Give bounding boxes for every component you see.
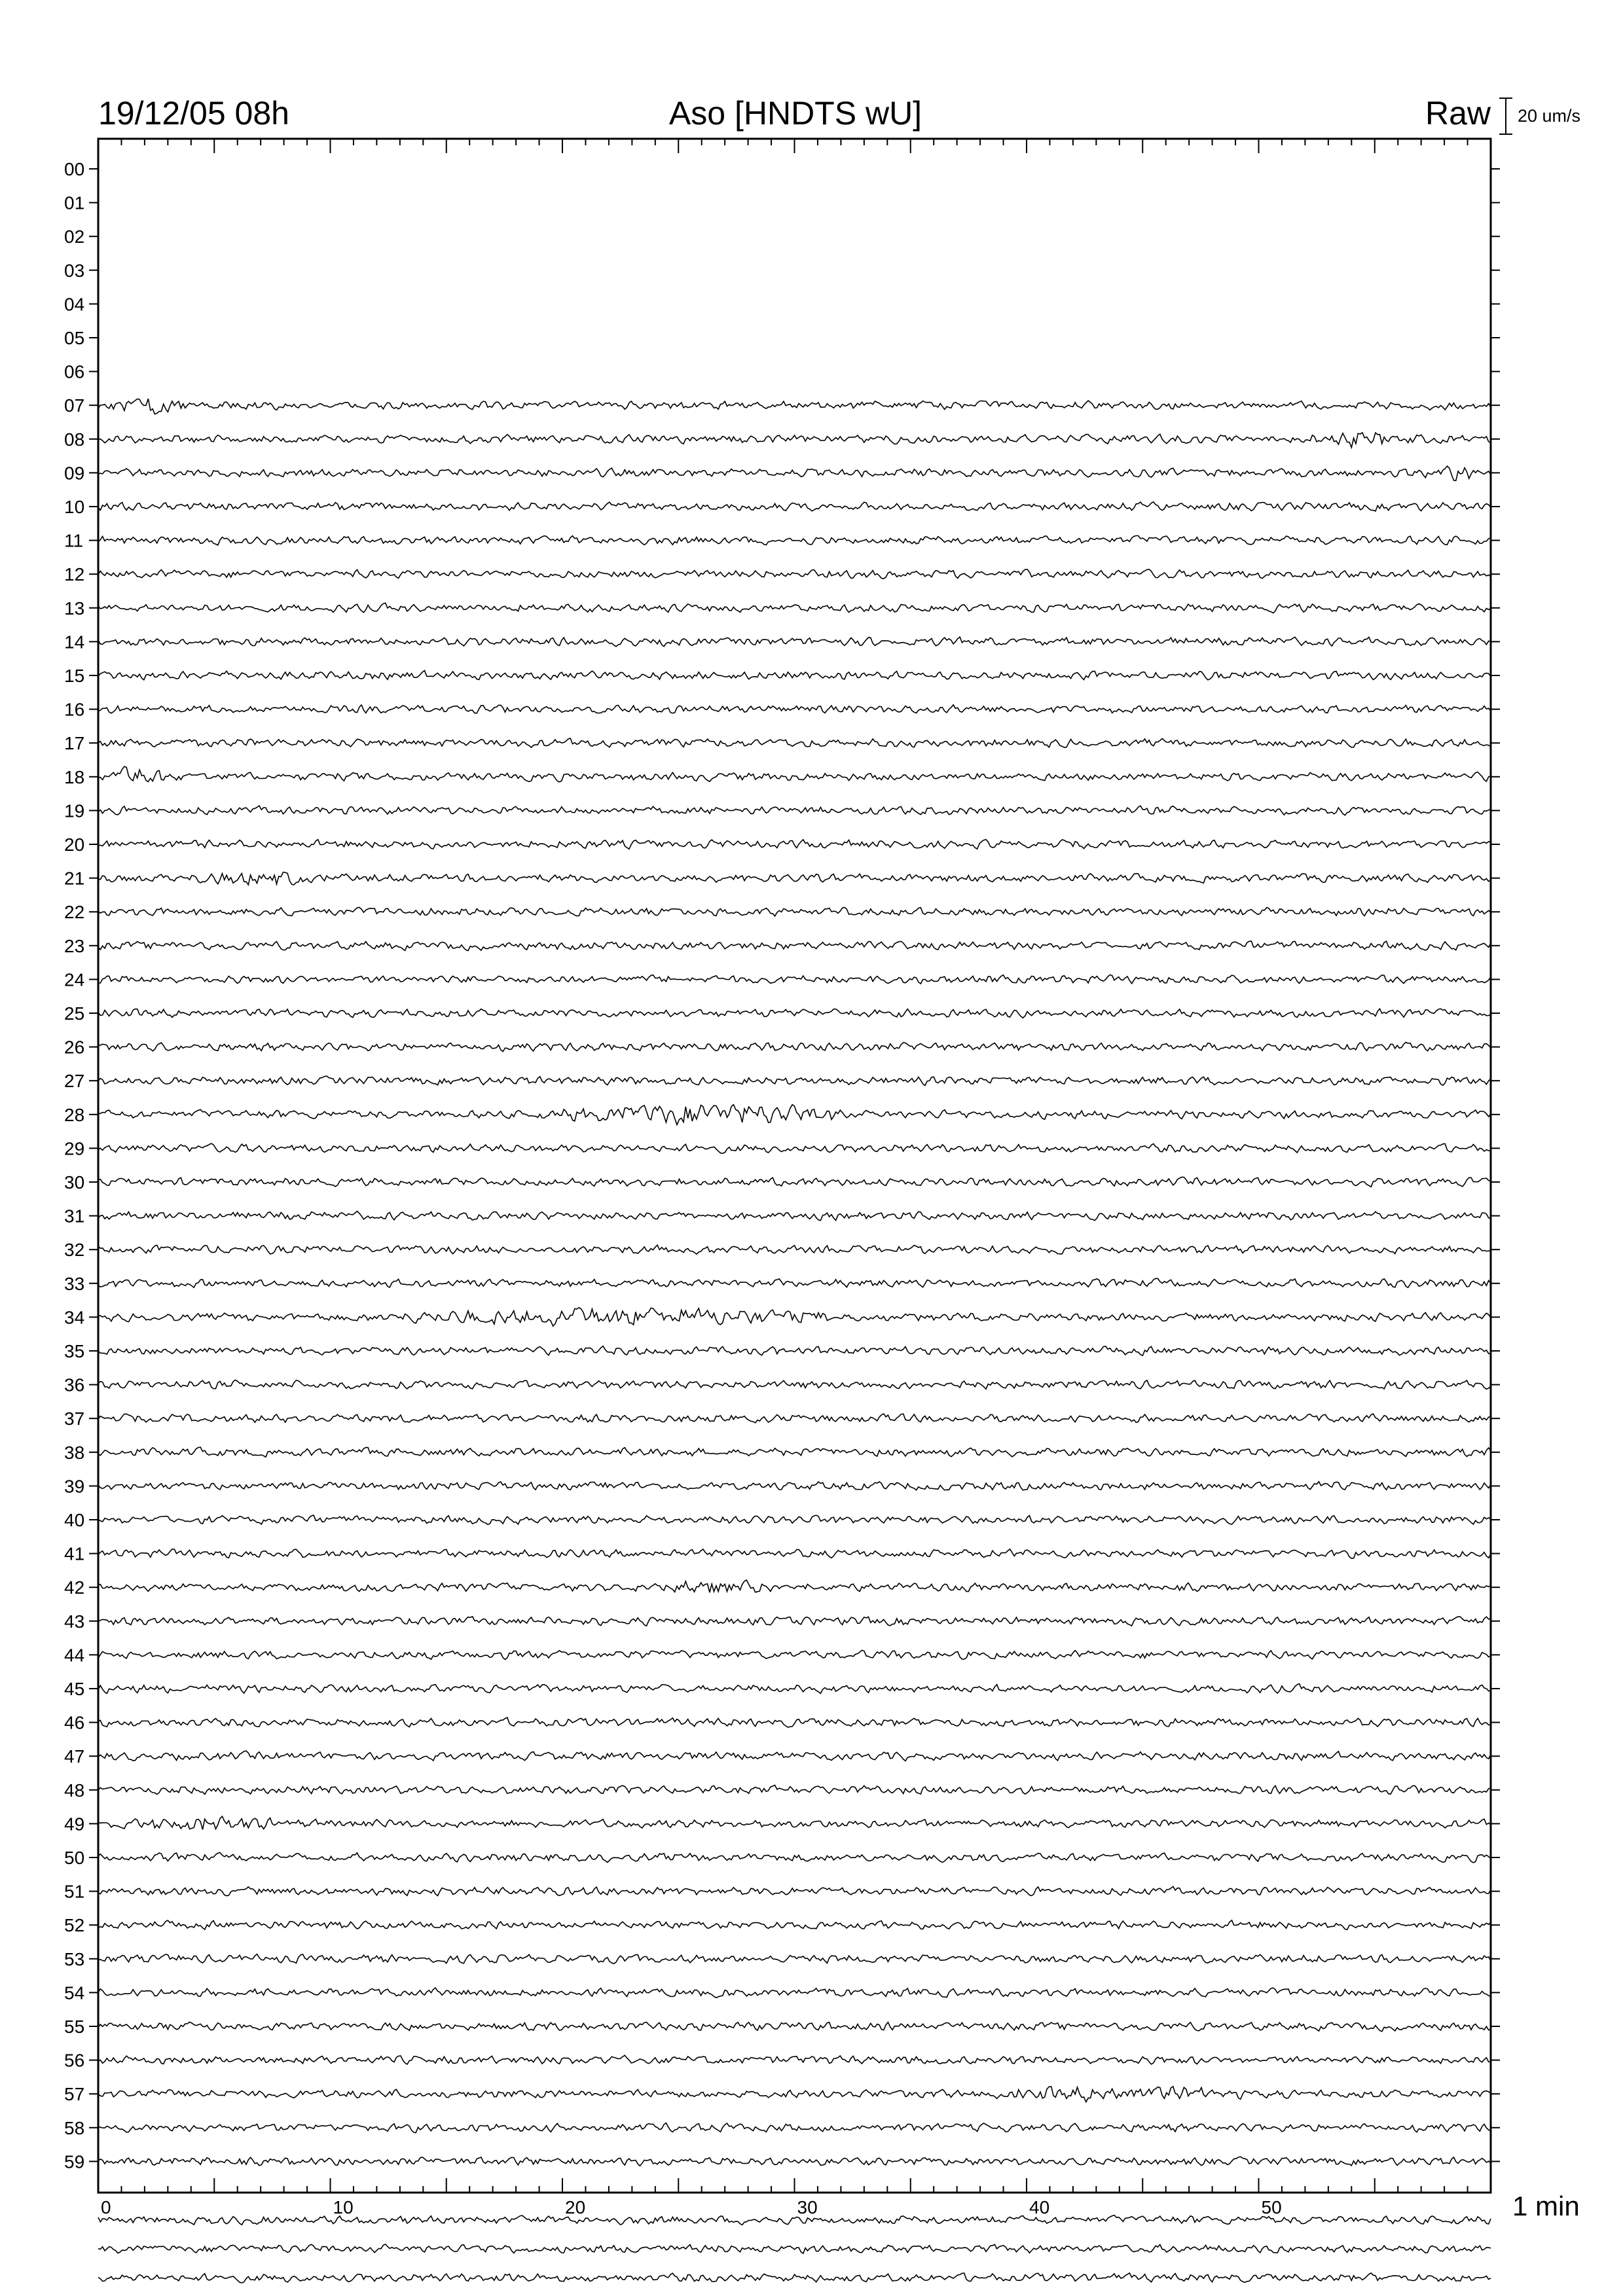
trace-line [98,1447,1491,1457]
scale-label: 20 um/s [1518,106,1581,126]
plot-frame [98,139,1491,2193]
trace-line [98,1954,1491,1964]
row-label: 45 [64,1679,85,1699]
row-label: 49 [64,1814,85,1835]
row-label: 00 [64,159,85,179]
row-label: 58 [64,2117,85,2138]
row-label: 31 [64,1206,85,1227]
trace-line [98,637,1491,647]
trace-line [98,603,1491,613]
row-label: 05 [64,328,85,348]
x-tick-label: 50 [1261,2197,1282,2217]
trace-line [98,2244,1491,2253]
row-label: 35 [64,1341,85,1361]
trace-line [98,975,1491,984]
row-label: 39 [64,1476,85,1497]
trace-line [98,1105,1491,1125]
row-label: 10 [64,497,85,517]
trace-line [98,1988,1491,1998]
trace-line [98,1816,1491,1829]
row-label: 20 [64,834,85,855]
trace-line [98,1380,1491,1389]
row-label: 56 [64,2050,85,2071]
row-label: 22 [64,902,85,923]
trace-line [98,1717,1491,1727]
trace-line [98,1308,1491,1326]
x-tick-label: 20 [565,2197,586,2217]
row-label: 24 [64,969,85,990]
row-label: 26 [64,1037,85,1058]
trace-line [98,1886,1491,1895]
row-label: 42 [64,1577,85,1598]
x-tick-label: 0 [101,2197,111,2217]
trace-line [98,872,1491,885]
trace-line [98,1549,1491,1558]
row-label: 48 [64,1780,85,1801]
record-datetime: 19/12/05 08h [98,95,289,132]
trace-line [98,1920,1491,1929]
row-label: 44 [64,1645,85,1666]
row-label: 07 [64,395,85,416]
x-tick-label: 30 [797,2197,818,2217]
top-ticks [98,139,1491,153]
row-label: 50 [64,1848,85,1868]
row-label: 54 [64,1982,85,2003]
trace-line [98,2123,1491,2133]
row-label: 55 [64,2017,85,2037]
trace-line [98,1853,1491,1863]
trace-line [98,466,1491,480]
row-label: 51 [64,1881,85,1902]
row-labels [64,159,1500,2172]
trace-line [98,1211,1491,1221]
row-label: 06 [64,361,85,382]
row-label: 21 [64,868,85,889]
row-label: 03 [64,260,85,281]
trace-line [98,569,1491,579]
row-label: 11 [64,530,84,551]
row-label: 43 [64,1611,85,1632]
trace-line [98,536,1491,545]
row-label: 08 [64,429,85,450]
scale-bar [1499,98,1512,134]
trace-line [98,1177,1491,1187]
row-label: 18 [64,766,85,787]
trace-line [98,941,1491,950]
station-title: Aso [HNDTS wU] [668,95,922,132]
bottom-ticks [98,2178,1491,2217]
x-tick-label: 10 [333,2197,354,2217]
trace-line [98,1076,1491,1085]
row-label: 13 [64,598,85,619]
trace-line [98,1785,1491,1795]
trace-line [98,1751,1491,1761]
trace-line [98,907,1491,916]
trace-line [98,1580,1491,1592]
row-label: 57 [64,2084,85,2105]
trace-line [98,1346,1491,1356]
trace-line [98,738,1491,747]
row-label: 19 [64,800,85,821]
row-label: 33 [64,1273,85,1294]
trace-line [98,840,1491,850]
trace-line [98,1515,1491,1524]
trace-line [98,1414,1491,1423]
row-label: 41 [64,1543,85,1564]
row-label: 30 [64,1172,85,1193]
row-label: 14 [64,632,85,653]
row-label: 09 [64,463,85,484]
trace-line [98,766,1491,782]
row-label: 25 [64,1003,85,1024]
row-label: 32 [64,1240,85,1261]
trace-line [98,1009,1491,1018]
row-label: 47 [64,1746,85,1767]
trace-line [98,671,1491,680]
trace-line [98,705,1491,713]
row-label: 38 [64,1442,85,1463]
x-tick-label: 40 [1029,2197,1050,2217]
row-label: 01 [64,192,85,213]
row-label: 27 [64,1071,85,1092]
trace-line [98,2273,1491,2283]
row-label: 46 [64,1712,85,1733]
row-label: 37 [64,1408,85,1429]
trace-line [98,2022,1491,2031]
row-label: 52 [64,1915,85,1936]
trace-line [98,433,1491,448]
trace-line [98,1278,1491,1287]
trace-line [98,2055,1491,2064]
trace-line [98,1482,1491,1490]
row-label: 23 [64,935,85,956]
row-label: 04 [64,294,85,315]
traces [98,399,1491,2283]
row-label: 36 [64,1374,85,1395]
row-label: 40 [64,1510,85,1530]
trace-line [98,1617,1491,1626]
row-label: 17 [64,733,85,754]
trace-line [98,1143,1491,1153]
trace-line [98,1042,1491,1051]
row-label: 16 [64,699,85,720]
row-label: 34 [64,1307,85,1328]
trace-line [98,1245,1491,1254]
trace-line [98,2215,1491,2225]
mode-label: Raw [1425,95,1491,132]
trace-line [98,399,1491,414]
trace-line [98,806,1491,816]
row-label: 28 [64,1104,85,1125]
row-label: 02 [64,226,85,247]
row-label: 59 [64,2151,85,2172]
row-label: 15 [64,666,85,686]
trace-line [98,2087,1491,2102]
time-span-label: 1 min [1512,2191,1580,2221]
trace-line [98,502,1491,511]
row-label: 12 [64,564,85,585]
trace-line [98,2157,1491,2166]
row-label: 29 [64,1138,85,1159]
trace-line [98,1650,1491,1659]
trace-line [98,1684,1491,1694]
row-label: 53 [64,1948,85,1969]
